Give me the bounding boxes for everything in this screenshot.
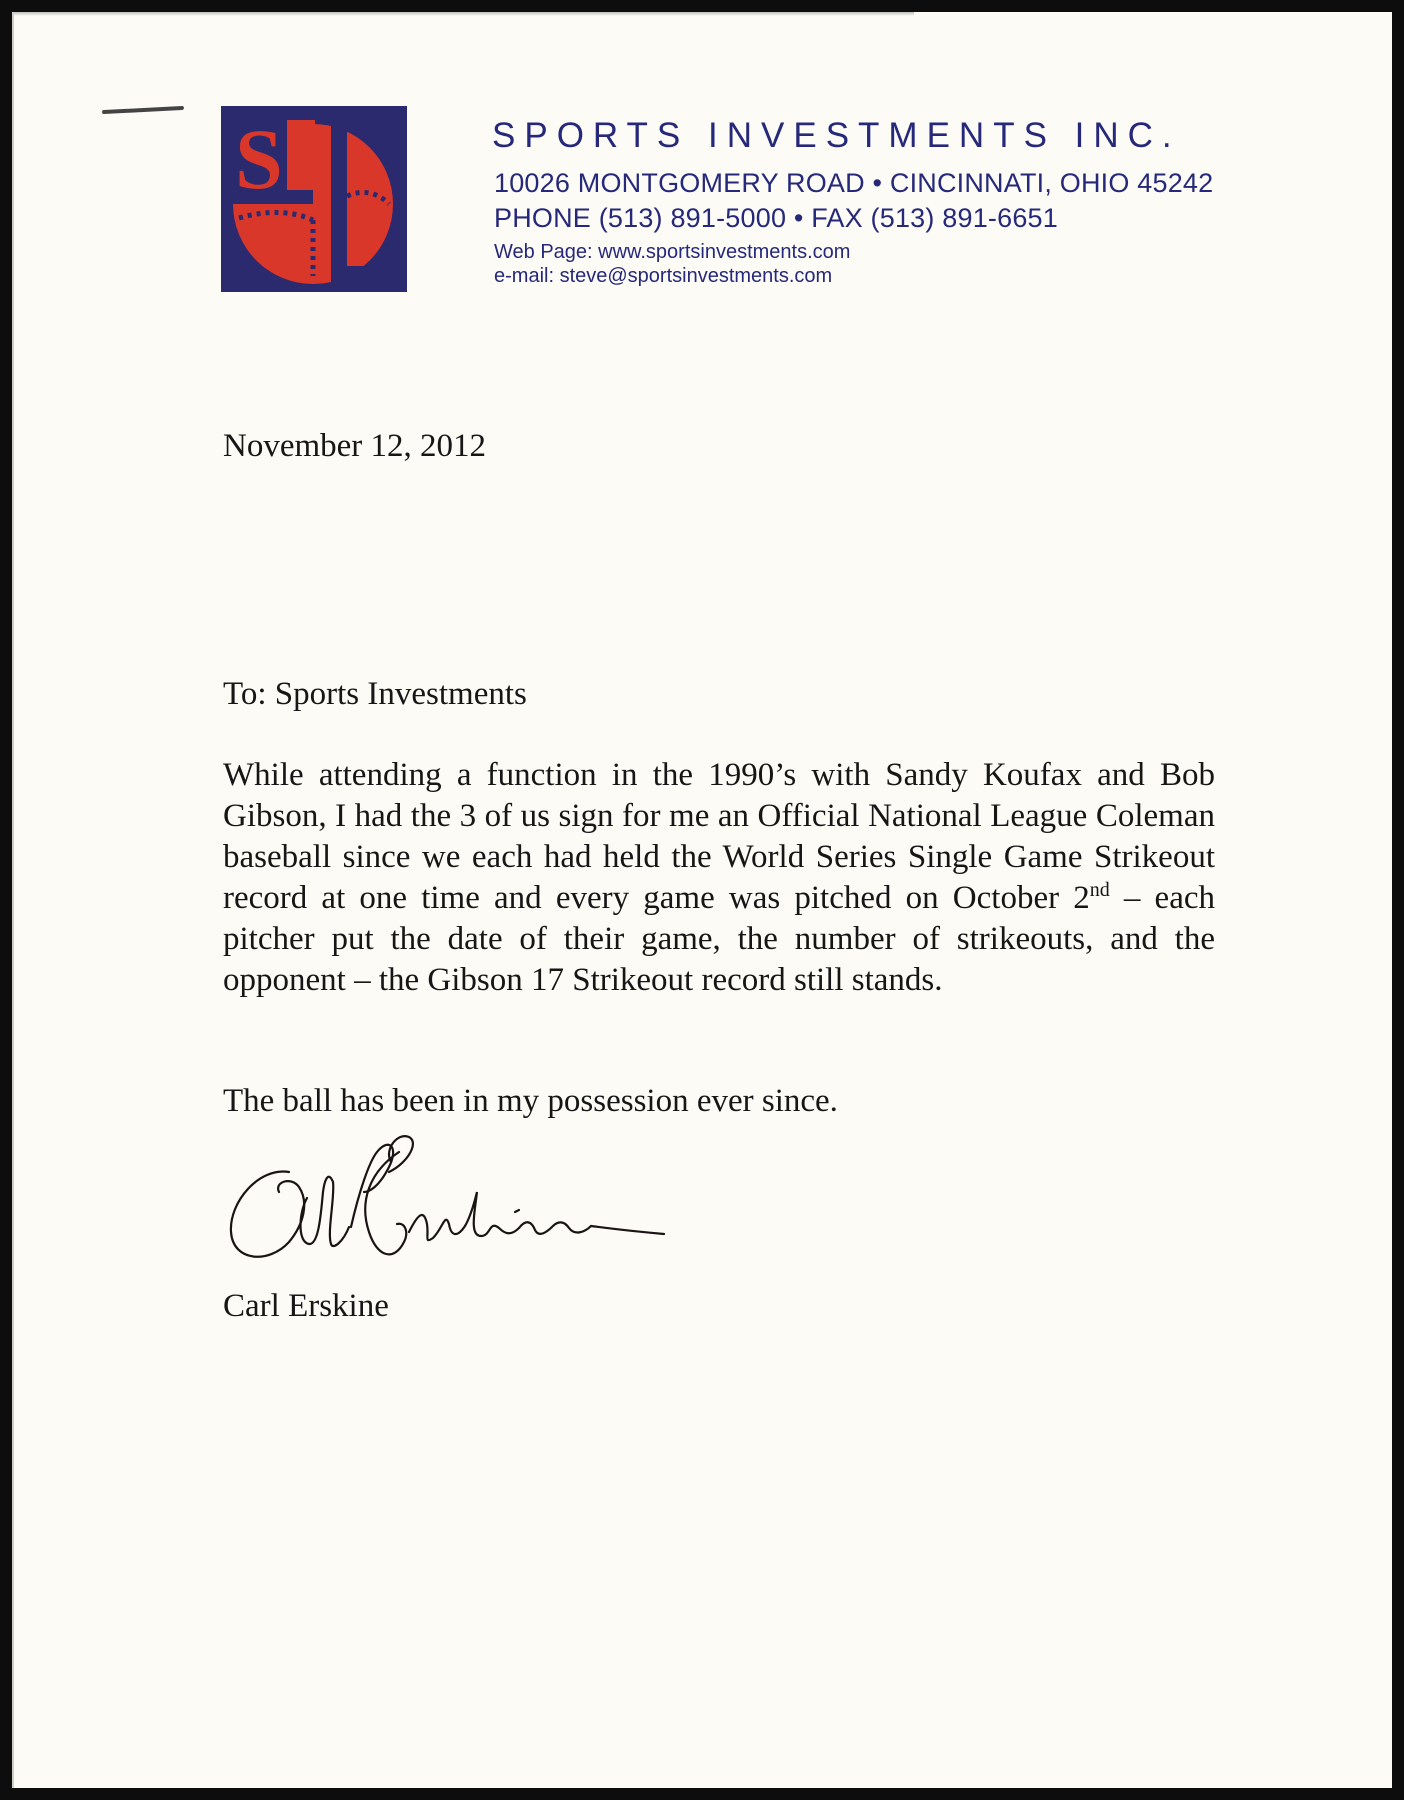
letter-date: November 12, 2012 [223,428,487,464]
letter-page [12,12,1392,1788]
company-address: 10026 MONTGOMERY ROAD • CINCINNATI, OHIO 45242 [494,168,1214,198]
signer-name: Carl Erskine [223,1288,389,1324]
letterhead [492,104,1213,288]
company-name: SPORTS INVESTMENTS INC. [492,116,1181,155]
letter-recipient: To: Sports Investments [223,676,527,712]
sports-investments-logo-icon [221,106,407,292]
letter-body [223,755,1215,1001]
body-text-part-1: While attending a function in the 1990’s with Sandy Koufax and Bob Gibson, I had the 3 of us sign for me an Official National League Coleman baseball since we each had held the World Series Single Game Strikeout record at one time and every game was pitched on October 2 [223,757,1215,916]
company-email: e-mail: steve@sportsinvestments.com [494,265,833,287]
body-text-part-2: – each pitcher put the date of their game, the number of strikeouts, and the opponent – the Gibson 17 Strikeout record still stands. [223,880,1215,998]
ordinal-suffix: nd [1089,879,1110,901]
letter-closing: The ball has been in my possession ever since. [223,1083,838,1119]
handwritten-signature-icon [219,1132,669,1292]
pencil-mark [102,106,184,114]
company-phone-fax: PHONE (513) 891-5000 • FAX (513) 891-6651 [494,203,1058,233]
paper-edge-shadow [14,12,914,16]
company-web: Web Page: www.sportsinvestments.com [494,241,851,263]
svg-text:S: S [235,111,283,207]
